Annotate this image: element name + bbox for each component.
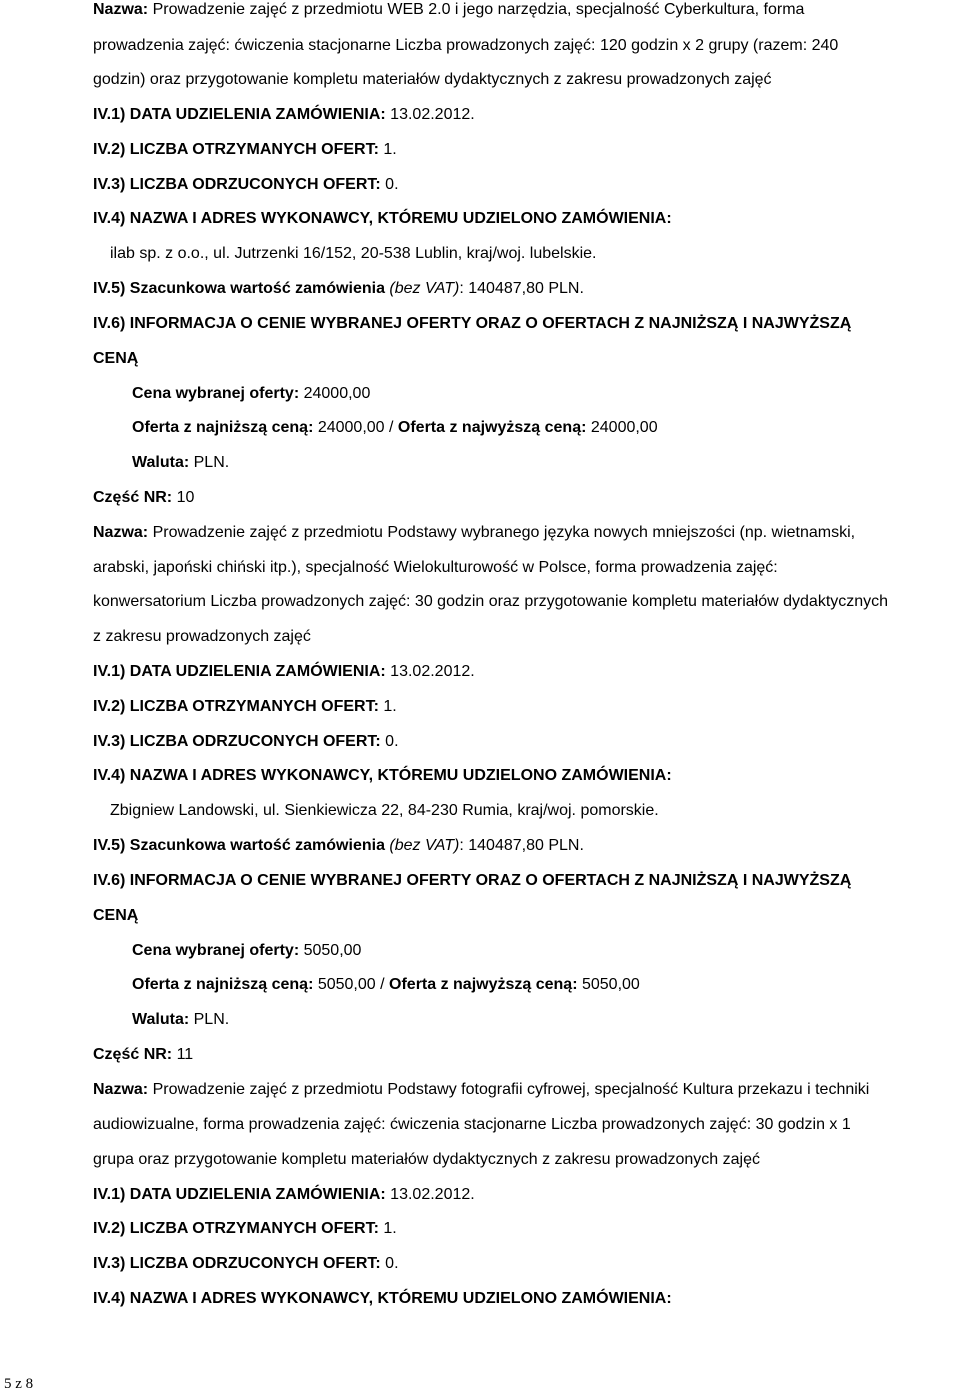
part10-price-range: Oferta z najniższą ceną: 5050,00 / Oferta z najwyższą ceną: 5050,00 xyxy=(132,976,640,993)
part9-offers-rejected: IV.3) LICZBA ODRZUCONYCH OFERT: 0. xyxy=(93,176,399,193)
part10-name-line-2: arabski, japoński chiński itp.), specjalność Wielokulturowość w Polsce, forma prowadzenia zajęć: xyxy=(93,559,778,576)
part10-currency: Waluta: PLN. xyxy=(132,1011,230,1028)
part11-name-line-2: audiowizualne, forma prowadzenia zajęć: ćwiczenia stacjonarne Liczba prowadzonych zajęć: 30 godzin x 1 xyxy=(93,1116,851,1133)
part10-offers-rejected: IV.3) LICZBA ODRZUCONYCH OFERT: 0. xyxy=(93,733,399,750)
part10-price-info-heading: IV.6) INFORMACJA O CENIE WYBRANEJ OFERTY ORAZ O OFERTACH Z NAJNIŻSZĄ I NAJWYŻSZĄ xyxy=(93,872,852,889)
part11-offers-received: IV.2) LICZBA OTRZYMANYCH OFERT: 1. xyxy=(93,1220,397,1237)
part9-name-line xyxy=(93,0,804,20)
name-label: Nazwa: xyxy=(93,1,149,18)
part11-number: Część NR: 11 xyxy=(93,1046,194,1063)
part10-contractor-heading: IV.4) NAZWA I ADRES WYKONAWCY, KTÓREMU UDZIELONO ZAMÓWIENIA: xyxy=(93,767,672,784)
part11-name-line: Nazwa: Prowadzenie zajęć z przedmiotu Podstawy fotografii cyfrowej, specjalność Kultura przekazu i techniki xyxy=(93,1081,870,1098)
part9-currency: Waluta: PLN. xyxy=(132,454,230,471)
part9-selected-price: Cena wybranej oferty: 24000,00 xyxy=(132,385,371,402)
part9-contractor-heading: IV.4) NAZWA I ADRES WYKONAWCY, KTÓREMU UDZIELONO ZAMÓWIENIA: xyxy=(93,210,672,227)
part10-name-line: Nazwa: Prowadzenie zajęć z przedmiotu Podstawy wybranego języka nowych mniejszości (np. wietnamski, xyxy=(93,524,856,541)
part10-contractor: Zbigniew Landowski, ul. Sienkiewicza 22, 84-230 Rumia, kraj/woj. pomorskie. xyxy=(110,802,659,819)
part11-contractor-heading: IV.4) NAZWA I ADRES WYKONAWCY, KTÓREMU UDZIELONO ZAMÓWIENIA: xyxy=(93,1290,672,1307)
part9-name-line-3: godzin) oraz przygotowanie kompletu materiałów dydaktycznych z zakresu prowadzonych zajęć xyxy=(93,71,772,88)
page-number: 5 z 8 xyxy=(4,1376,34,1392)
part9-name-line-2: prowadzenia zajęć: ćwiczenia stacjonarne Liczba prowadzonych zajęć: 120 godzin x 2 grupy (razem: 240 xyxy=(93,37,839,54)
part9-award-date: IV.1) DATA UDZIELENIA ZAMÓWIENIA: 13.02.2012. xyxy=(93,106,475,123)
part9-offers-received: IV.2) LICZBA OTRZYMANYCH OFERT: 1. xyxy=(93,141,397,158)
part10-estimated-value: IV.5) Szacunkowa wartość zamówienia (bez VAT): 140487,80 PLN. xyxy=(93,837,584,854)
part11-offers-rejected: IV.3) LICZBA ODRZUCONYCH OFERT: 0. xyxy=(93,1255,399,1272)
part9-price-info-heading-2: CENĄ xyxy=(93,350,139,367)
part11-award-date: IV.1) DATA UDZIELENIA ZAMÓWIENIA: 13.02.2012. xyxy=(93,1186,475,1203)
part9-price-range: Oferta z najniższą ceną: 24000,00 / Oferta z najwyższą ceną: 24000,00 xyxy=(132,419,658,436)
name-text: Prowadzenie zajęć z przedmiotu WEB 2.0 i jego narzędzia, specjalność Cyberkultura, forma xyxy=(148,1,805,18)
part11-name-line-3: grupa oraz przygotowanie kompletu materiałów dydaktycznych z zakresu prowadzonych zajęć xyxy=(93,1151,760,1168)
part10-award-date: IV.1) DATA UDZIELENIA ZAMÓWIENIA: 13.02.2012. xyxy=(93,663,475,680)
part9-contractor: ilab sp. z o.o., ul. Jutrzenki 16/152, 20-538 Lublin, kraj/woj. lubelskie. xyxy=(110,245,597,262)
part10-name-line-3: konwersatorium Liczba prowadzonych zajęć: 30 godzin oraz przygotowanie kompletu materiałów dydaktycznych xyxy=(93,593,889,610)
part9-price-info-heading: IV.6) INFORMACJA O CENIE WYBRANEJ OFERTY ORAZ O OFERTACH Z NAJNIŻSZĄ I NAJWYŻSZĄ xyxy=(93,315,852,332)
part10-name-line-4: z zakresu prowadzonych zajęć xyxy=(93,628,311,645)
part10-selected-price: Cena wybranej oferty: 5050,00 xyxy=(132,942,362,959)
part10-price-info-heading-2: CENĄ xyxy=(93,907,139,924)
part10-offers-received: IV.2) LICZBA OTRZYMANYCH OFERT: 1. xyxy=(93,698,397,715)
part10-number: Część NR: 10 xyxy=(93,489,195,506)
part9-estimated-value: IV.5) Szacunkowa wartość zamówienia (bez VAT): 140487,80 PLN. xyxy=(93,280,584,297)
